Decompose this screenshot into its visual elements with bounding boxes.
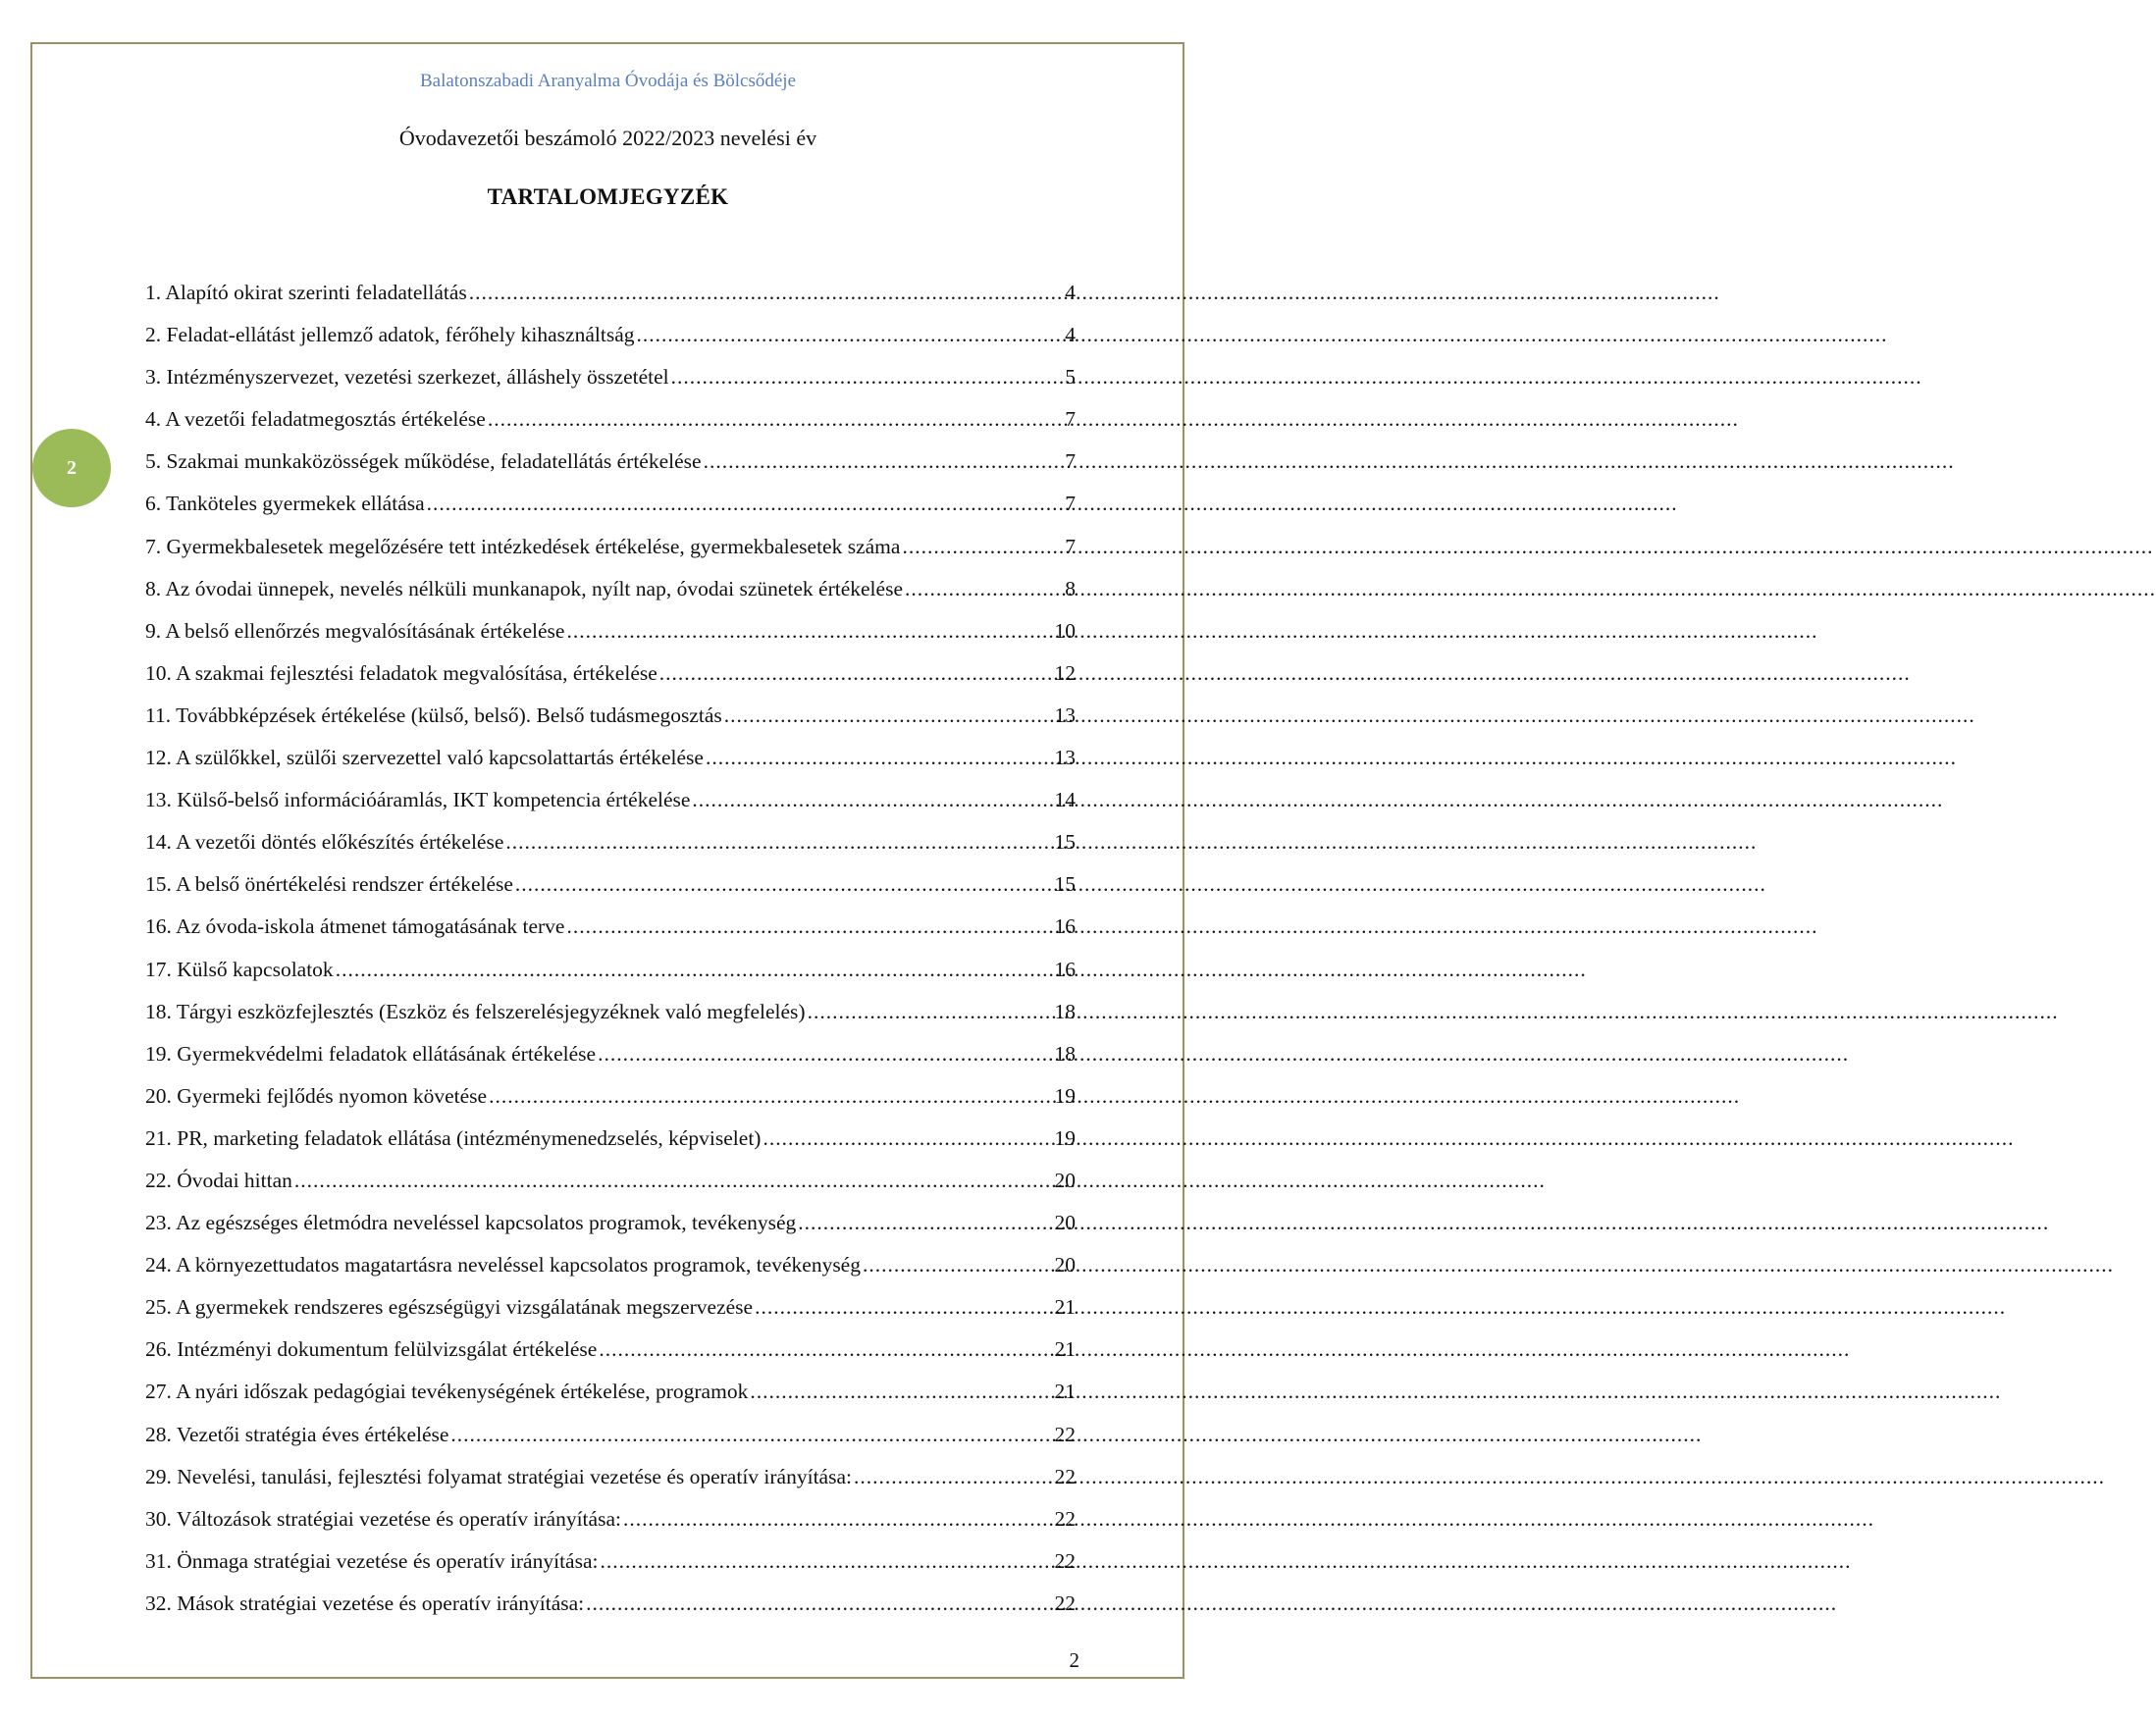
toc-entry[interactable] [145, 704, 1076, 746]
toc-entry-title: 7. Gyermekbalesetek megelőzésére tett intézkedések értékelése, gyermekbalesetek száma [145, 534, 901, 558]
toc-entry-page: 19 [1054, 1125, 1076, 1150]
toc-entry[interactable] [145, 661, 1076, 704]
toc-entry-page: 8 [1065, 576, 1076, 600]
toc-entry-page: 15 [1054, 830, 1076, 855]
toc-entry-page: 16 [1054, 914, 1076, 939]
institution-header: Balatonszabadi Aranyalma Óvodája és Bölcsődéje [419, 71, 797, 91]
table-of-contents [145, 281, 1076, 1634]
toc-entry[interactable] [145, 746, 1076, 788]
toc-entry[interactable] [145, 407, 1076, 449]
toc-entry-title: 28. Vezetői stratégia éves értékelése [145, 1422, 449, 1446]
toc-dot-leader [798, 1211, 1052, 1235]
toc-dot-leader [706, 746, 1053, 770]
toc-dot-leader [336, 958, 1053, 982]
toc-entry-title: 11. Továbbképzések értékelése (külső, belső). Belső tudásmegosztás [145, 703, 722, 727]
toc-entry[interactable] [145, 1126, 1076, 1169]
toc-entry-title: 26. Intézményi dokumentum felülvizsgálat értékelése [145, 1337, 598, 1362]
toc-entry-title: 12. A szülőkkel, szülői szervezettel való kapcsolattartás értékelése [145, 746, 704, 770]
toc-entry[interactable] [145, 1295, 1076, 1337]
toc-dot-leader [515, 872, 1053, 897]
toc-dot-leader [566, 914, 1052, 939]
toc-entry-title: 17. Külső kapcsolatok [145, 957, 334, 981]
footer-page-number: 2 [1069, 1648, 1079, 1672]
toc-entry[interactable] [145, 1042, 1076, 1084]
toc-heading: TARTALOMJEGYZÉK [487, 184, 729, 209]
toc-dot-leader [863, 1253, 1053, 1278]
toc-entry-title: 6. Tanköteles gyermekek ellátása [145, 492, 425, 516]
toc-entry[interactable] [145, 577, 1076, 619]
toc-entry-title: 3. Intézményszervezet, vezetési szerkezet, álláshely összetétel [145, 365, 669, 390]
toc-dot-leader [659, 661, 1053, 686]
toc-entry[interactable] [145, 1211, 1076, 1253]
toc-entry-title: 1. Alapító okirat szerinti feladatellátás [145, 281, 467, 304]
toc-entry-page: 16 [1054, 957, 1076, 981]
toc-entry-page: 14 [1054, 788, 1076, 812]
toc-dot-leader [755, 1295, 1052, 1320]
toc-dot-leader [450, 1423, 1052, 1447]
toc-dot-leader [489, 1084, 1052, 1109]
toc-entry-page: 20 [1054, 1211, 1076, 1235]
document-subtitle: Óvodavezetői beszámoló 2022/2023 nevelési év [398, 126, 817, 150]
toc-entry[interactable] [145, 1465, 1076, 1507]
toc-entry[interactable] [145, 1084, 1076, 1126]
page-number-badge: 2 [32, 429, 111, 507]
toc-entry-page: 4 [1065, 281, 1076, 304]
toc-dot-leader [586, 1591, 1052, 1616]
toc-entry-page: 12 [1054, 660, 1076, 685]
toc-entry[interactable] [145, 872, 1076, 914]
toc-entry[interactable] [145, 1000, 1076, 1042]
toc-dot-leader [724, 704, 1053, 728]
toc-entry-page: 21 [1054, 1295, 1076, 1320]
toc-dot-leader [671, 365, 1064, 390]
toc-entry-title: 31. Önmaga stratégiai vezetése és operatív irányítása: [145, 1548, 599, 1573]
toc-entry[interactable] [145, 1337, 1076, 1380]
toc-entry-title: 22. Óvodai hittan [145, 1168, 292, 1192]
toc-dot-leader [692, 788, 1052, 812]
toc-dot-leader [598, 1042, 1052, 1067]
toc-entry[interactable] [145, 958, 1076, 1000]
toc-entry-title: 25. A gyermekek rendszeres egészségügyi vizsgálatának megszervezése [145, 1295, 754, 1320]
toc-entry[interactable] [145, 1549, 1076, 1591]
toc-dot-leader [905, 577, 1063, 601]
toc-entry[interactable] [145, 365, 1076, 407]
toc-entry[interactable] [145, 281, 1076, 323]
toc-entry[interactable] [145, 1253, 1076, 1295]
toc-entry-title: 8. Az óvodai ünnepek, nevelés nélküli munkanapok, nyílt nap, óvodai szünetek értékelése [145, 576, 903, 600]
toc-entry[interactable] [145, 914, 1076, 957]
toc-entry-page: 13 [1054, 703, 1076, 727]
toc-entry[interactable] [145, 535, 1076, 577]
toc-entry-page: 18 [1054, 1041, 1076, 1066]
toc-entry-page: 7 [1065, 534, 1076, 558]
toc-entry-page: 21 [1054, 1337, 1076, 1362]
toc-entry[interactable] [145, 1380, 1076, 1422]
toc-entry-page: 4 [1065, 323, 1076, 347]
toc-entry-title: 14. A vezetői döntés előkészítés értékelése [145, 830, 504, 855]
toc-entry-title: 29. Nevelési, tanulási, fejlesztési folyamat stratégiai vezetése és operatív irányítása: [145, 1464, 852, 1488]
toc-entry[interactable] [145, 323, 1076, 365]
toc-entry-page: 22 [1054, 1422, 1076, 1446]
toc-entry-page: 22 [1054, 1506, 1076, 1531]
toc-entry-page: 18 [1054, 999, 1076, 1023]
toc-entry[interactable] [145, 619, 1076, 661]
toc-dot-leader [750, 1380, 1052, 1404]
toc-dot-leader [600, 1549, 1052, 1574]
toc-entry-page: 7 [1065, 492, 1076, 516]
toc-dot-leader [294, 1169, 1053, 1193]
toc-entry[interactable] [145, 449, 1076, 492]
toc-entry-title: 10. A szakmai fejlesztési feladatok megvalósítása, értékelése [145, 660, 657, 685]
toc-dot-leader [762, 1126, 1052, 1151]
toc-entry[interactable] [145, 492, 1076, 534]
toc-entry-title: 9. A belső ellenőrzés megvalósításának értékelése [145, 618, 565, 643]
toc-entry-page: 10 [1054, 618, 1076, 643]
toc-entry-page: 22 [1054, 1464, 1076, 1488]
toc-entry-page: 13 [1054, 746, 1076, 770]
toc-dot-leader [808, 1000, 1053, 1024]
toc-entry-page: 5 [1065, 365, 1076, 390]
toc-entry-page: 22 [1054, 1591, 1076, 1615]
toc-entry-title: 30. Változások stratégiai vezetése és operatív irányítása: [145, 1506, 621, 1531]
toc-dot-leader [704, 449, 1064, 474]
toc-dot-leader [854, 1465, 1053, 1489]
toc-entry-title: 19. Gyermekvédelmi feladatok ellátásának értékelése [145, 1041, 597, 1066]
toc-entry-title: 23. Az egészséges életmódra neveléssel kapcsolatos programok, tevékenység [145, 1211, 797, 1235]
toc-entry[interactable] [145, 1169, 1076, 1211]
toc-entry-title: 27. A nyári időszak pedagógiai tevékenységének értékelése, programok [145, 1380, 749, 1404]
toc-entry-title: 15. A belső önértékelési rendszer értékelése [145, 872, 513, 897]
toc-entry-title: 20. Gyermeki fejlődés nyomon követése [145, 1083, 488, 1108]
toc-entry-page: 15 [1054, 872, 1076, 897]
toc-entry-title: 24. A környezettudatos magatartásra neveléssel kapcsolatos programok, tevékenység [145, 1253, 861, 1278]
toc-entry-page: 20 [1054, 1253, 1076, 1278]
toc-entry-title: 21. PR, marketing feladatok ellátása (intézménymenedzselés, képviselet) [145, 1125, 762, 1150]
toc-dot-leader [566, 619, 1052, 644]
toc-dot-leader [637, 323, 1064, 347]
toc-dot-leader [505, 830, 1052, 855]
toc-dot-leader [902, 535, 1063, 559]
toc-dot-leader [427, 492, 1064, 516]
toc-entry-title: 5. Szakmai munkaközösségek működése, feladatellátás értékelése [145, 449, 702, 474]
toc-entry-page: 7 [1065, 407, 1076, 432]
toc-entry-title: 32. Mások stratégiai vezetése és operatív irányítása: [145, 1591, 585, 1615]
toc-entry[interactable] [145, 788, 1076, 830]
toc-entry-title: 2. Feladat-ellátást jellemző adatok, férőhely kihasználtság [145, 323, 635, 347]
toc-dot-leader [599, 1337, 1052, 1362]
toc-entry-title: 16. Az óvoda-iskola átmenet támogatásának terve [145, 914, 565, 939]
toc-dot-leader [623, 1507, 1053, 1532]
toc-entry-page: 20 [1054, 1168, 1076, 1192]
toc-entry-title: 18. Tárgyi eszközfejlesztés (Eszköz és felszerelésjegyzéknek való megfelelés) [145, 999, 806, 1023]
toc-entry[interactable] [145, 1423, 1076, 1465]
toc-entry-page: 22 [1054, 1548, 1076, 1573]
toc-entry-page: 7 [1065, 449, 1076, 474]
toc-entry-title: 13. Külső-belső információáramlás, IKT kompetencia értékelése [145, 788, 691, 812]
toc-entry[interactable] [145, 1591, 1076, 1634]
toc-entry[interactable] [145, 1507, 1076, 1549]
toc-entry-title: 4. A vezetői feladatmegosztás értékelése [145, 407, 486, 432]
toc-dot-leader [469, 281, 1063, 305]
toc-entry-page: 21 [1054, 1380, 1076, 1404]
toc-entry-page: 19 [1054, 1083, 1076, 1108]
toc-dot-leader [488, 407, 1063, 432]
toc-entry[interactable] [145, 830, 1076, 872]
